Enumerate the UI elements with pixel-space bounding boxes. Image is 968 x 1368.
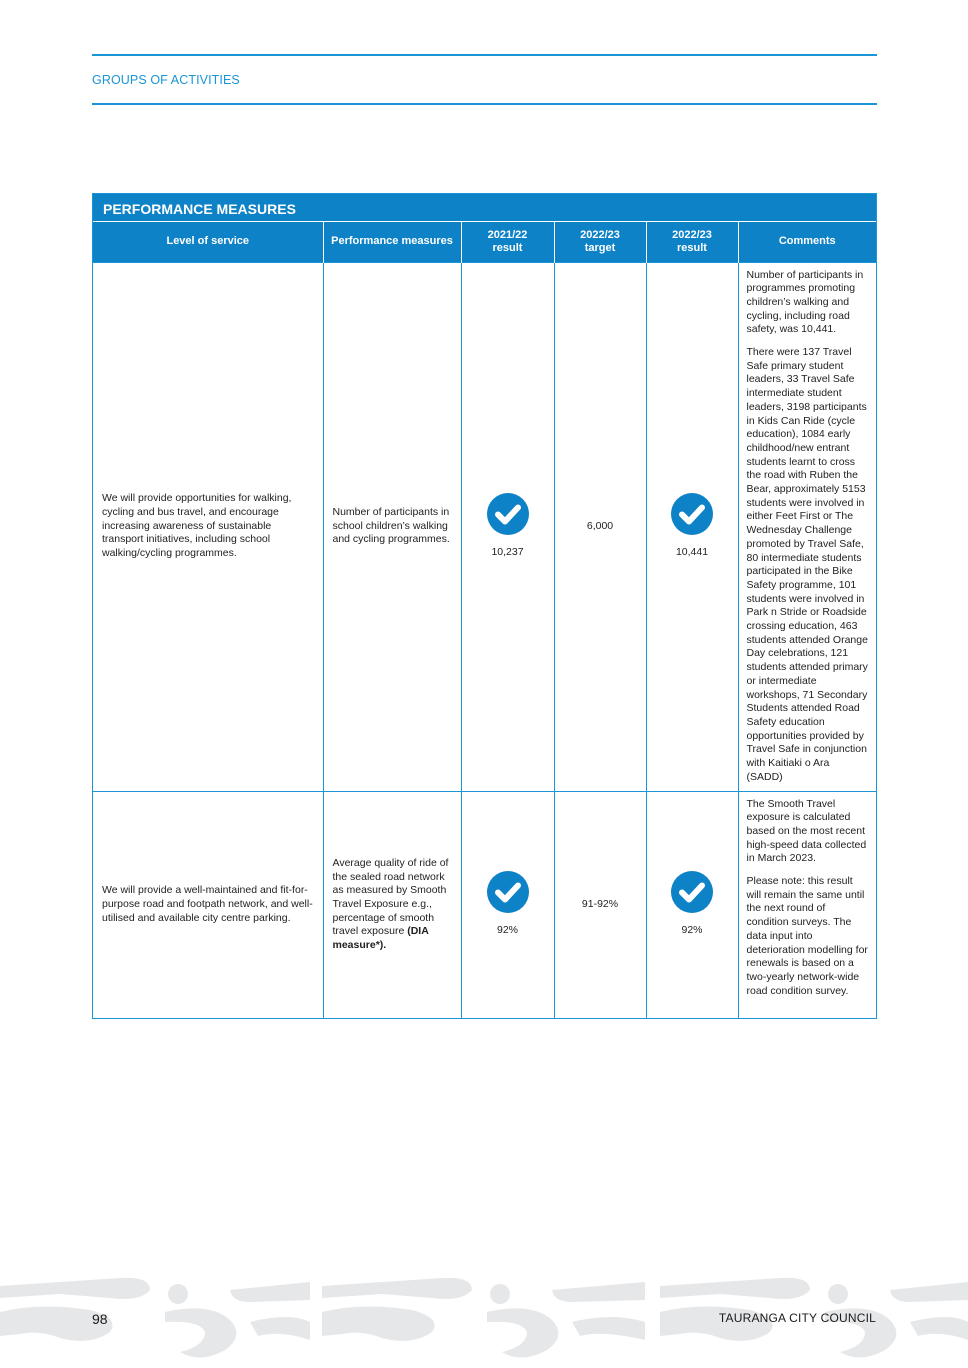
col-header-result-2223-year: 2022/23 — [672, 228, 712, 241]
performance-measures-table — [92, 193, 877, 1019]
result-2223-value: 10,441 — [675, 546, 709, 559]
table-title: PERFORMANCE MEASURES — [93, 194, 876, 222]
level-of-service-cell: We will provide a well-maintained and fit-for-purpose road and footpath network, and well-utilised and available city centre parking. — [93, 791, 323, 1018]
measures-grid — [93, 222, 876, 1018]
target-2223-cell — [554, 262, 646, 791]
target-2223-value: 6,000 — [586, 519, 614, 532]
result-2122-cell — [461, 262, 554, 791]
col-header-result-2122-kind: result — [492, 241, 523, 254]
table-row — [93, 262, 876, 791]
section-label: GROUPS OF ACTIVITIES — [92, 73, 240, 87]
comments-cell — [738, 262, 876, 791]
page-number: 98 — [92, 1311, 108, 1327]
council-name: TAURANGA CITY COUNCIL — [718, 1311, 876, 1325]
check-circle-icon — [671, 493, 713, 535]
check-circle-icon — [671, 871, 713, 913]
col-header-level-of-service: Level of service — [93, 222, 323, 262]
performance-measure-cell — [323, 791, 461, 1018]
table-row — [93, 791, 876, 1018]
col-header-result-2122 — [461, 222, 554, 262]
result-2122-value: 10,237 — [491, 546, 524, 559]
comment-paragraph: The Smooth Travel exposure is calculated based on the most recent high-speed data collected in March 2023. — [746, 797, 867, 865]
comments-cell — [738, 791, 876, 1018]
target-2223-value: 91-92% — [581, 897, 619, 910]
check-circle-icon — [487, 871, 529, 913]
col-header-performance-measures: Performance measures — [323, 222, 461, 262]
col-header-target-2223 — [554, 222, 646, 262]
col-header-target-2223-year: 2022/23 — [580, 228, 620, 241]
col-header-result-2122-year: 2021/22 — [487, 228, 528, 241]
performance-measure-cell: Number of participants in school children’s walking and cycling programmes. — [323, 262, 461, 791]
col-header-result-2223-kind: result — [677, 241, 707, 254]
comment-paragraph: Number of participants in programmes promoting children’s walking and cycling, including road safety, was 10,441. — [746, 268, 864, 336]
dia-measure-note: (DIA measure*). — [332, 925, 429, 952]
result-2223-cell — [646, 262, 738, 791]
header-bottom-rule — [92, 103, 877, 105]
col-header-comments: Comments — [738, 222, 876, 262]
result-2223-value: 92% — [681, 924, 703, 937]
col-header-target-2223-kind: target — [584, 241, 616, 254]
level-of-service-cell: We will provide opportunities for walking, cycling and bus travel, and encourage increasing awareness of sustainable transport initiatives, including school walking/cycling programmes. — [93, 262, 323, 791]
performance-measure-text: Average quality of ride of the sealed road network as measured by Smooth Travel Exposure e.g., percentage of smooth travel exposure — [332, 856, 449, 938]
comment-paragraph: There were 137 Travel Safe primary student leaders, 33 Travel Safe intermediate student leaders, 3198 participants in Kids Can Ride (cycle education), 1084 early childhood/new entrant students learnt to cross the road with Ruben the Bear, approximately 5153 students were involved in either Feet First or The Wednesday Challenge promoted by Travel Safe, 80 intermediate students participated in the Bike Safety programme, 101 students were involved in Park n Stride or Roadside crossing education, 463 students attended Orange Day celebrations, 121 students attended primary or intermediate workshops, 71 Secondary Students attended Road Safety education opportunities provided by Travel Safe in conjunction with Kaitiaki o Ara (SADD) — [746, 346, 868, 783]
header-row — [93, 222, 876, 262]
result-2122-value: 92% — [496, 924, 518, 937]
header-top-rule — [92, 54, 877, 56]
comment-paragraph: Please note: this result will remain the same until the next round of condition surveys. The data input into deterioration modelling for renewals is based on a two-yearly network-wide road condition survey. — [746, 875, 868, 997]
check-circle-icon — [487, 493, 529, 535]
col-header-result-2223 — [646, 222, 738, 262]
target-2223-cell — [554, 791, 646, 1018]
result-2223-cell — [646, 791, 738, 1018]
result-2122-cell — [461, 791, 554, 1018]
